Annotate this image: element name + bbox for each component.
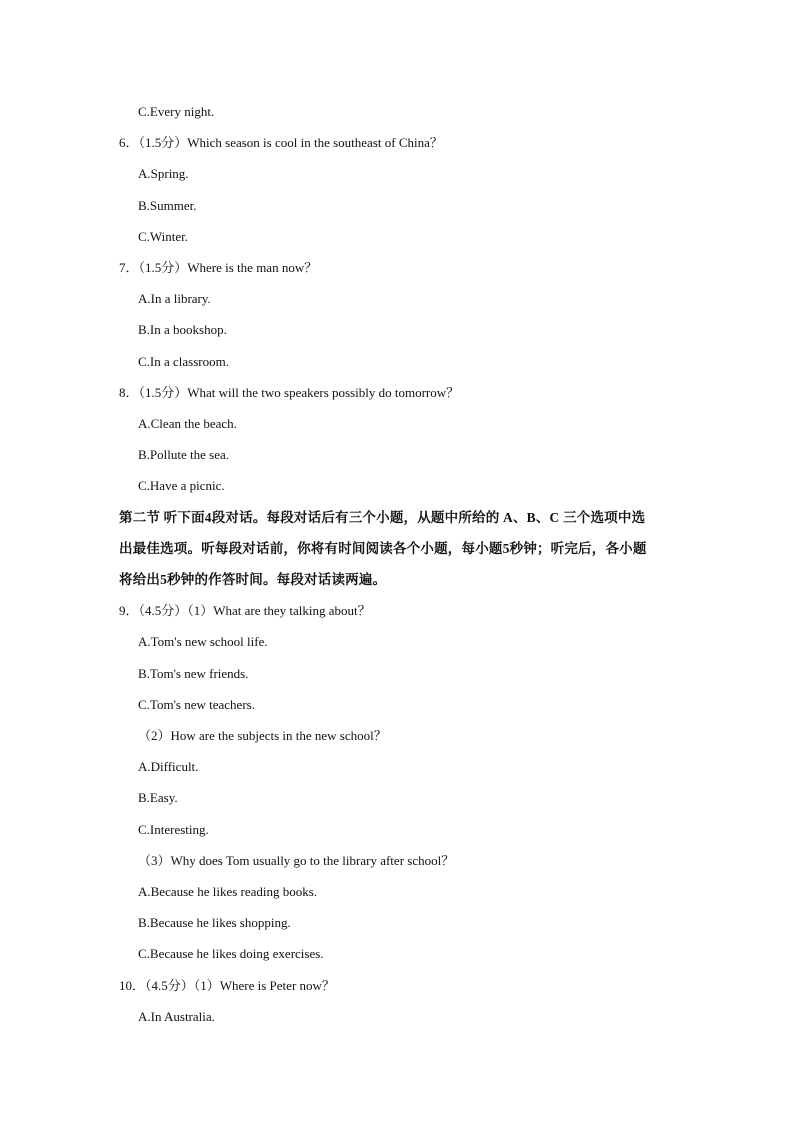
question-line: 6．（1.5分）Which season is cool in the southeast of China？ xyxy=(119,135,443,150)
question-line: 9．（4.5分）（1）What are they talking about？ xyxy=(119,603,371,618)
option-line: C.In a classroom. xyxy=(138,354,229,369)
option-line: C.Tom's new teachers. xyxy=(138,697,255,712)
option-line: C.Because he likes doing exercises. xyxy=(138,946,324,961)
option-line: A.Because he likes reading books. xyxy=(138,884,318,899)
sub-question-line: （2）How are the subjects in the new school？ xyxy=(138,728,387,743)
option-line: C.Every night. xyxy=(138,104,215,119)
option-line: C.Interesting. xyxy=(138,822,209,837)
option-line: C.Winter. xyxy=(138,229,189,244)
option-line: A.In Australia. xyxy=(138,1009,215,1024)
option-line: B.Pollute the sea. xyxy=(138,447,229,462)
sub-question-line: （3）Why does Tom usually go to the library after school？ xyxy=(138,853,455,868)
section-instruction-line: 第二节 听下面4段对话。每段对话后有三个小题，从题中所给的 A、B、C 三个选项中选 xyxy=(119,510,646,525)
option-line: B.In a bookshop. xyxy=(138,322,227,337)
option-line: A.Difficult. xyxy=(138,759,199,774)
option-line: A.Spring. xyxy=(138,166,189,181)
option-line: B.Because he likes shopping. xyxy=(138,915,291,930)
option-line: B.Easy. xyxy=(138,790,178,805)
option-line: A.Tom's new school life. xyxy=(138,634,268,649)
option-line: C.Have a picnic. xyxy=(138,478,225,493)
section-instruction-line: 出最佳选项。听每段对话前，你将有时间阅读各个小题，每小题5秒钟；听完后，各小题 xyxy=(119,541,647,556)
option-line: B.Tom's new friends. xyxy=(138,666,249,681)
option-line: A.In a library. xyxy=(138,291,211,306)
question-line: 7．（1.5分）Where is the man now？ xyxy=(119,260,318,275)
question-line: 10．（4.5分）（1）Where is Peter now？ xyxy=(119,978,335,993)
option-line: A.Clean the beach. xyxy=(138,416,237,431)
section-instruction-line: 将给出5秒钟的作答时间。每段对话读两遍。 xyxy=(119,572,387,587)
question-line: 8．（1.5分）What will the two speakers possibly do tomorrow？ xyxy=(119,385,460,400)
option-line: B.Summer. xyxy=(138,198,197,213)
